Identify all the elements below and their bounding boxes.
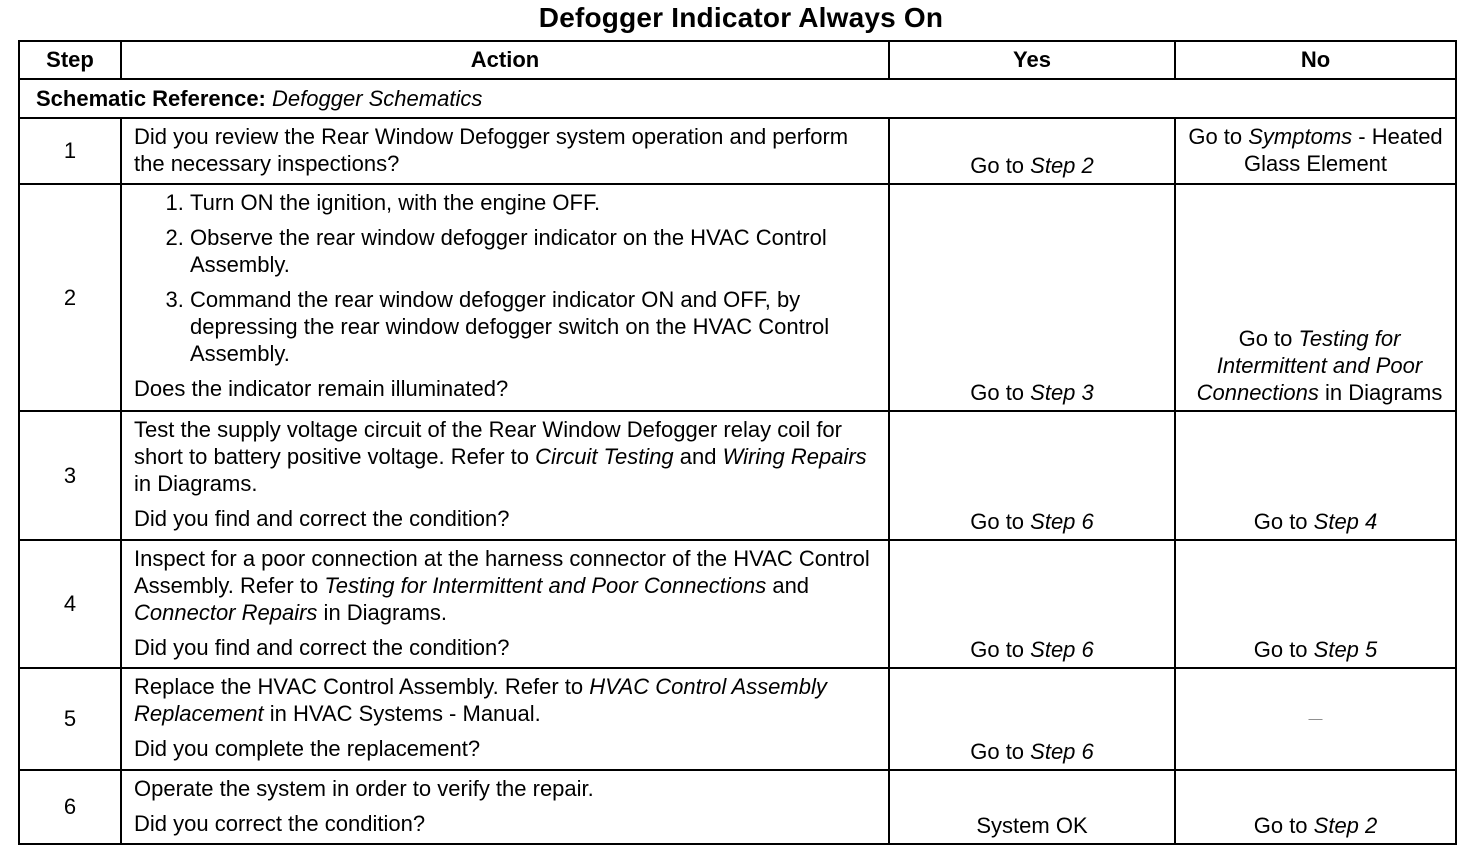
diagnostic-table xyxy=(18,40,1457,845)
no-link[interactable]: Symptoms xyxy=(1248,124,1353,149)
action-question: Did you correct the condition? xyxy=(134,811,426,836)
no-cell: Go to Step 2 xyxy=(1175,770,1456,844)
action-text: Replace the HVAC Control Assembly. Refer to HVAC Control Assembly Replacement in HVAC Systems - Manual. xyxy=(134,674,827,726)
no-link[interactable]: Step 5 xyxy=(1313,637,1378,662)
action-text: Test the supply voltage circuit of the Rear Window Defogger relay coil for short to battery positive voltage. Refer to Circuit Testing and Wiring Repairs in Diagrams. xyxy=(134,417,867,496)
ref-link[interactable]: Testing for Intermittent and Poor Connections xyxy=(324,573,767,598)
ref-link[interactable]: Connector Repairs xyxy=(134,600,318,625)
action-cell xyxy=(121,118,889,184)
action-question: Did you find and correct the condition? xyxy=(134,635,510,660)
list-item: 3. Command the rear window defogger indicator ON and OFF, by depressing the rear window defogger switch on the HVAC Control Assembly. xyxy=(190,286,878,367)
empty-dash: — xyxy=(1308,710,1323,726)
schematic-row xyxy=(19,79,1456,118)
schematic-reference xyxy=(19,79,1456,118)
schematic-label: Schematic Reference: xyxy=(36,85,266,111)
step-number: 3 xyxy=(19,411,121,540)
yes-link[interactable]: Step 6 xyxy=(1030,509,1094,534)
action-list xyxy=(134,189,878,367)
header-yes: Yes xyxy=(889,41,1175,79)
no-cell: Go to Step 4 xyxy=(1175,411,1456,540)
yes-cell: Go to Step 6 xyxy=(889,540,1175,668)
action-cell xyxy=(121,668,889,770)
ref-link[interactable]: Wiring Repairs xyxy=(722,444,867,469)
step-number: 4 xyxy=(19,540,121,668)
yes-cell: Go to Step 2 xyxy=(889,118,1175,184)
header-step: Step xyxy=(19,41,121,79)
no-cell xyxy=(1175,668,1456,770)
yes-link[interactable]: Step 2 xyxy=(1030,153,1094,178)
no-cell: Go to Testing for Intermittent and Poor Connections in Diagrams xyxy=(1175,184,1456,411)
no-link[interactable]: Step 4 xyxy=(1313,509,1378,534)
yes-cell: Go to Step 6 xyxy=(889,411,1175,540)
step-number: 6 xyxy=(19,770,121,844)
action-question: Does the indicator remain illuminated? xyxy=(134,376,509,401)
table-row xyxy=(19,118,1456,184)
list-item: 1. Turn ON the ignition, with the engine OFF. xyxy=(190,189,878,216)
step-number: 2 xyxy=(19,184,121,411)
no-link[interactable]: Step 2 xyxy=(1313,813,1378,838)
header-row xyxy=(19,41,1456,79)
action-cell xyxy=(121,184,889,411)
page-title: Defogger Indicator Always On xyxy=(538,2,944,33)
action-question: Did you find and correct the condition? xyxy=(134,506,510,531)
yes-link[interactable]: Step 3 xyxy=(1030,380,1094,405)
header-no: No xyxy=(1175,41,1456,79)
table-row xyxy=(19,540,1456,668)
table-row xyxy=(19,411,1456,540)
yes-link[interactable]: Step 6 xyxy=(1030,739,1094,764)
table-row xyxy=(19,668,1456,770)
step-number: 5 xyxy=(19,668,121,770)
no-cell: Go to Symptoms - Heated Glass Element xyxy=(1175,118,1456,184)
table-row xyxy=(19,184,1456,411)
no-link[interactable]: Testing for Intermittent and Poor Connections xyxy=(1196,326,1423,405)
no-cell: Go to Step 5 xyxy=(1175,540,1456,668)
action-cell xyxy=(121,770,889,844)
action-cell xyxy=(121,411,889,540)
yes-text: System OK xyxy=(976,813,1088,838)
table-row xyxy=(19,770,1456,844)
yes-cell: Go to Step 6 xyxy=(889,668,1175,770)
action-question: Did you complete the replacement? xyxy=(134,736,481,761)
list-item: 2. Observe the rear window defogger indicator on the HVAC Control Assembly. xyxy=(190,224,878,278)
step-number: 1 xyxy=(19,118,121,184)
yes-cell xyxy=(889,770,1175,844)
ref-link[interactable]: Circuit Testing xyxy=(535,444,674,469)
action-cell xyxy=(121,540,889,668)
action-text: Did you review the Rear Window Defogger system operation and perform the necessary inspections? xyxy=(134,124,849,176)
header-action: Action xyxy=(121,41,889,79)
ref-link[interactable]: HVAC Control Assembly Replacement xyxy=(134,674,827,726)
action-text: Operate the system in order to verify the repair. xyxy=(134,776,594,801)
yes-cell: Go to Step 3 xyxy=(889,184,1175,411)
schematic-link[interactable]: Defogger Schematics xyxy=(272,85,483,111)
action-text: Inspect for a poor connection at the harness connector of the HVAC Control Assembly. Refer to Testing for Intermittent and Poor Connections and Connector Repairs in Diagrams. xyxy=(134,546,870,625)
yes-link[interactable]: Step 6 xyxy=(1030,637,1094,662)
